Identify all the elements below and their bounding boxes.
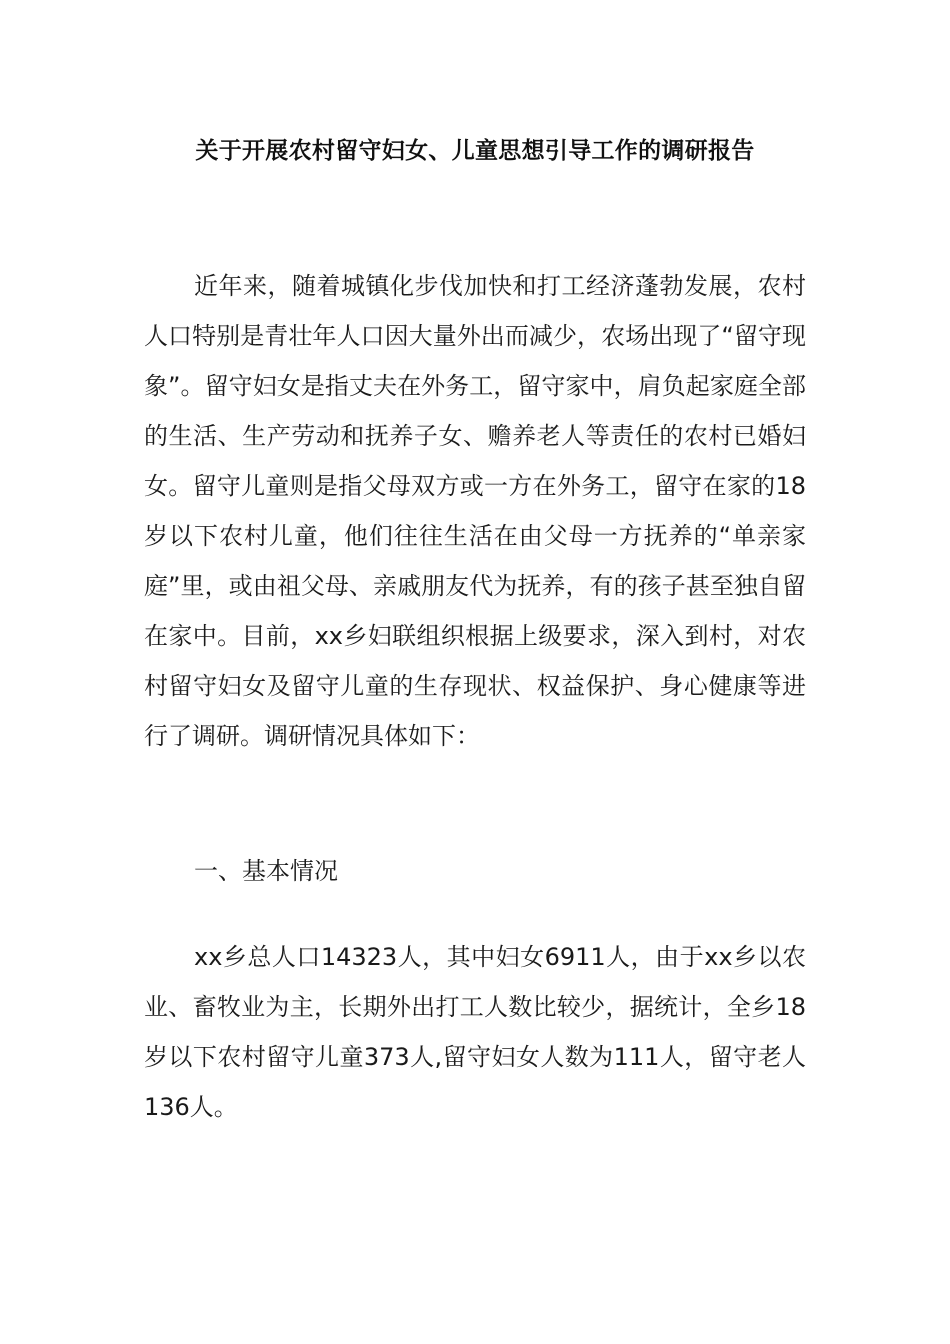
- basic-situation-paragraph: xx乡总人口14323人，其中妇女6911人，由于xx乡以农业、畜牧业为主，长期外出打工人数比较少，据统计，全乡18岁以下农村留守儿童373人,留守妇女人数为111人，留守老人136人。: [144, 943, 806, 1121]
- intro-paragraph: 近年来，随着城镇化步伐加快和打工经济蓬勃发展，农村人口特别是青壮年人口因大量外出而减少，农场出现了“留守现象”。留守妇女是指丈夫在外务工，留守家中，肩负起家庭全部的生活、生产劳动和抚养子女、赡养老人等责任的农村已婚妇女。留守儿童则是指父母双方或一方在外务工，留守在家的18岁以下农村儿童，他们往往生活在由父母一方抚养的“单亲家庭”里，或由祖父母、亲戚朋友代为抚养，有的孩子甚至独自留在家中。目前，xx乡妇联组织根据上级要求，深入到村，对农村留守妇女及留守儿童的生存现状、权益保护、身心健康等进行了调研。调研情况具体如下：: [144, 272, 806, 750]
- section-heading-basic-situation: 一、基本情况: [194, 857, 338, 885]
- document-title: 关于开展农村留守妇女、儿童思想引导工作的调研报告: [195, 138, 755, 164]
